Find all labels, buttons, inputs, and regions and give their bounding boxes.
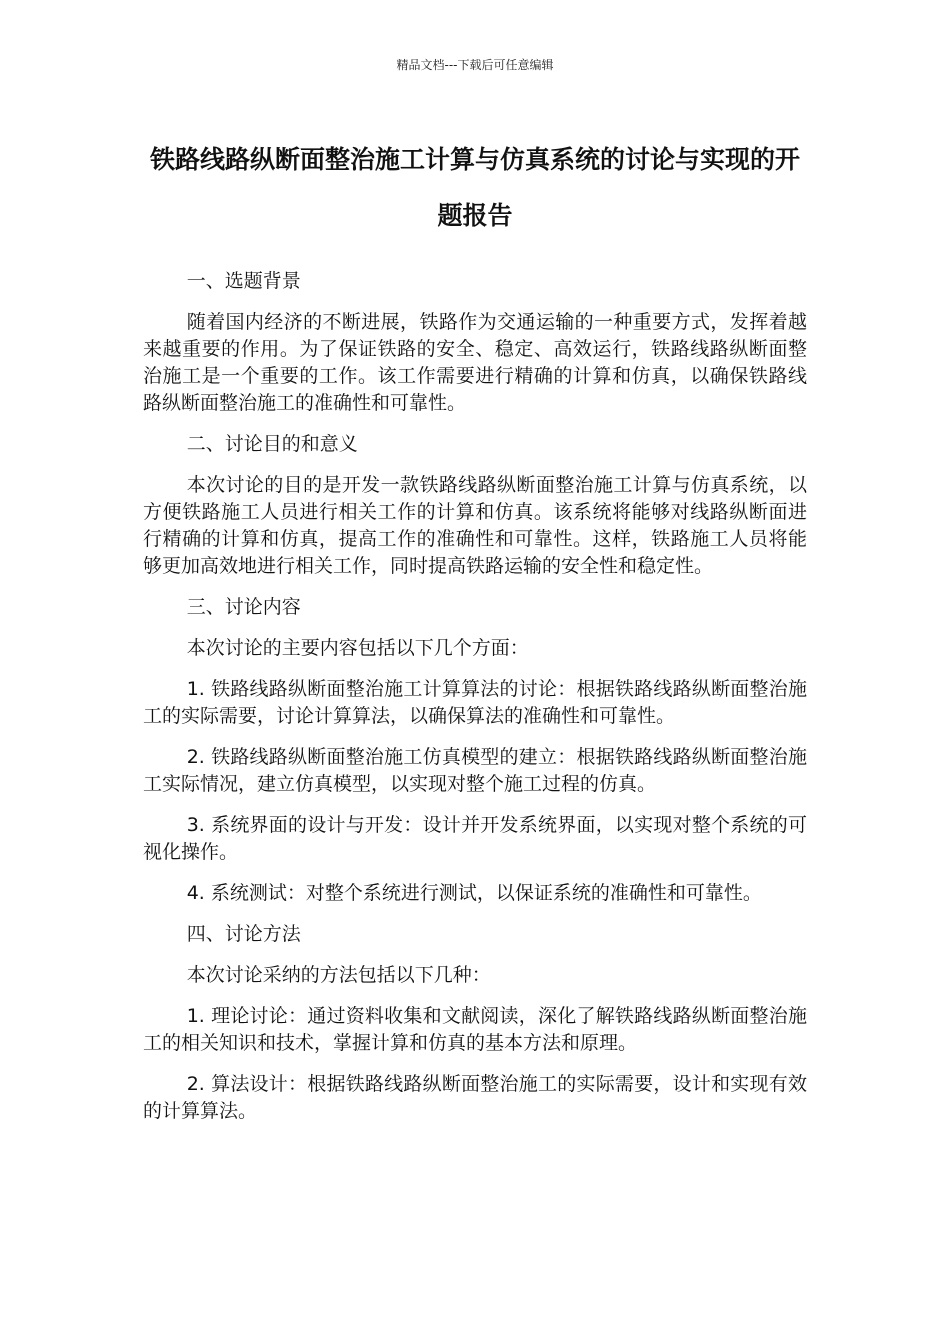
list-item-method-2: 2. 算法设计：根据铁路线路纵断面整治施工的实际需要，设计和实现有效的计算算法。 — [143, 1073, 807, 1122]
paragraph-background: 随着国内经济的不断进展，铁路作为交通运输的一种重要方式，发挥着越来越重要的作用。为了保证铁路的安全、稳定、高效运行，铁路线路纵断面整治施工是一个重要的工作。该工作需要进行精确的计算和仿真，以确保铁路线路纵断面整治施工的准确性和可靠性。 — [143, 311, 807, 414]
paragraph-content-intro: 本次讨论的主要内容包括以下几个方面： — [186, 637, 529, 659]
section-heading-method: 四、讨论方法 — [186, 923, 301, 945]
paragraph-purpose: 本次讨论的目的是开发一款铁路线路纵断面整治施工计算与仿真系统，以方便铁路施工人员进行相关工作的计算和仿真。该系统将能够对线路纵断面进行精确的计算和仿真，提高工作的准确性和可靠性。这样，铁路施工人员将能够更加高效地进行相关工作，同时提高铁路运输的安全性和稳定性。 — [143, 474, 807, 577]
list-item-content-2: 2. 铁路线路纵断面整治施工仿真模型的建立：根据铁路线路纵断面整治施工实际情况，建立仿真模型，以实现对整个施工过程的仿真。 — [143, 746, 807, 795]
list-item-content-1: 1. 铁路线路纵断面整治施工计算算法的讨论：根据铁路线路纵断面整治施工的实际需要，讨论计算算法，以确保算法的准确性和可靠性。 — [143, 678, 807, 727]
document-title: 铁路线路纵断面整治施工计算与仿真系统的讨论与实现的开题报告 — [149, 145, 800, 230]
list-item-method-1: 1. 理论讨论：通过资料收集和文献阅读，深化了解铁路线路纵断面整治施工的相关知识和技术，掌握计算和仿真的基本方法和原理。 — [143, 1005, 807, 1054]
paragraph-method-intro: 本次讨论采纳的方法包括以下几种： — [186, 964, 491, 986]
section-heading-content: 三、讨论内容 — [186, 596, 301, 618]
section-heading-background: 一、选题背景 — [186, 270, 301, 292]
list-item-content-4: 4. 系统测试：对整个系统进行测试，以保证系统的准确性和可靠性。 — [186, 882, 762, 904]
section-heading-purpose: 二、讨论目的和意义 — [186, 433, 358, 455]
list-item-content-3: 3. 系统界面的设计与开发：设计并开发系统界面，以实现对整个系统的可视化操作。 — [143, 814, 807, 863]
document-body — [143, 268, 807, 1139]
header-note: 精品文档---下载后可任意编辑 — [396, 58, 554, 72]
